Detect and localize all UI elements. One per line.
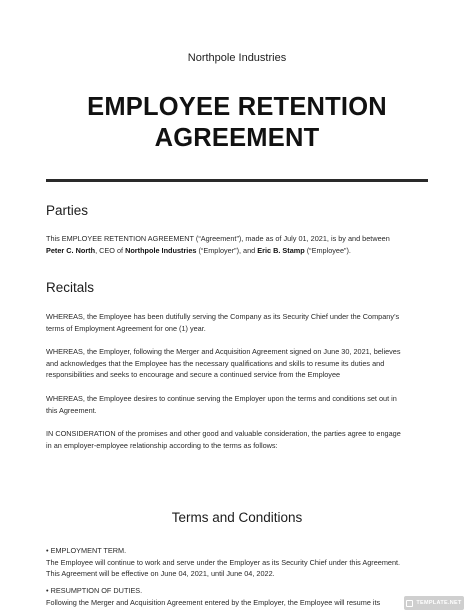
parties-paragraph — [46, 233, 431, 256]
recital-paragraph-4 — [46, 428, 431, 451]
watermark-text: TEMPLATE.NET — [416, 600, 462, 606]
recital-paragraph-1 — [46, 311, 431, 334]
parties-text: (“Employer”), and — [196, 245, 258, 255]
employer-rep-name: Peter C. North — [46, 245, 96, 255]
term-line: This Agreement will be effective on June 04, 2021, until June 04, 2022. — [46, 569, 275, 578]
recital-paragraph-2 — [46, 346, 431, 381]
terms-heading: Terms and Conditions — [171, 510, 303, 525]
recital-line: this Agreement. — [46, 405, 97, 415]
template-logo-icon — [406, 600, 413, 607]
term-title: • RESUMPTION OF DUTIES. — [46, 586, 143, 595]
title-line-2: AGREEMENT — [154, 124, 320, 152]
recital-line: and acknowledges that the Employee has the necessary qualifications and skills to resume its duties and — [46, 358, 385, 368]
recital-line: WHEREAS, the Employee has been dutifully serving the Company as its Security Chief under the Company’s — [46, 312, 400, 321]
company-name: Northpole Industries — [187, 52, 287, 64]
recital-line: in an employer-employee relationship according to the terms as follows: — [46, 440, 278, 450]
company-bold: Northpole Industries — [125, 245, 197, 255]
parties-text: , CEO of — [95, 245, 126, 255]
term-item-2 — [46, 585, 431, 608]
recitals-heading: Recitals — [46, 280, 95, 295]
parties-text: (“Employee”). — [304, 245, 351, 255]
title-divider — [46, 179, 428, 182]
document-title — [0, 92, 474, 154]
recital-line: responsibilities and seeks to encourage and secure a continued service from the Employee — [46, 370, 341, 379]
parties-heading: Parties — [46, 203, 89, 218]
title-line-1: EMPLOYEE RETENTION — [87, 93, 387, 121]
employee-name: Eric B. Stamp — [257, 245, 305, 255]
parties-line-1: This EMPLOYEE RETENTION AGREEMENT (“Agreement”), made as of July 01, 2021, is by and between — [46, 234, 390, 243]
term-line: The Employee will continue to work and serve under the Employer as its Security Chief under this Agreement. — [46, 557, 401, 567]
template-watermark — [404, 596, 464, 610]
term-line: Following the Merger and Acquisition Agreement entered by the Employer, the Employee will resume its — [46, 597, 381, 607]
recital-line: WHEREAS, the Employee desires to continue serving the Employer upon the terms and conditions set out in — [46, 394, 397, 403]
recital-line: WHEREAS, the Employer, following the Merger and Acquisition Agreement signed on June 30, 2021, believes — [46, 347, 401, 356]
recital-line: IN CONSIDERATION of the promises and other good and valuable consideration, the parties agree to engage — [46, 429, 401, 438]
parties-line-2 — [46, 245, 431, 257]
term-item-1 — [46, 545, 431, 580]
term-title: • EMPLOYMENT TERM. — [46, 546, 127, 555]
recital-line: terms of Employment Agreement for one (1) year. — [46, 323, 206, 333]
recital-paragraph-3 — [46, 393, 431, 416]
